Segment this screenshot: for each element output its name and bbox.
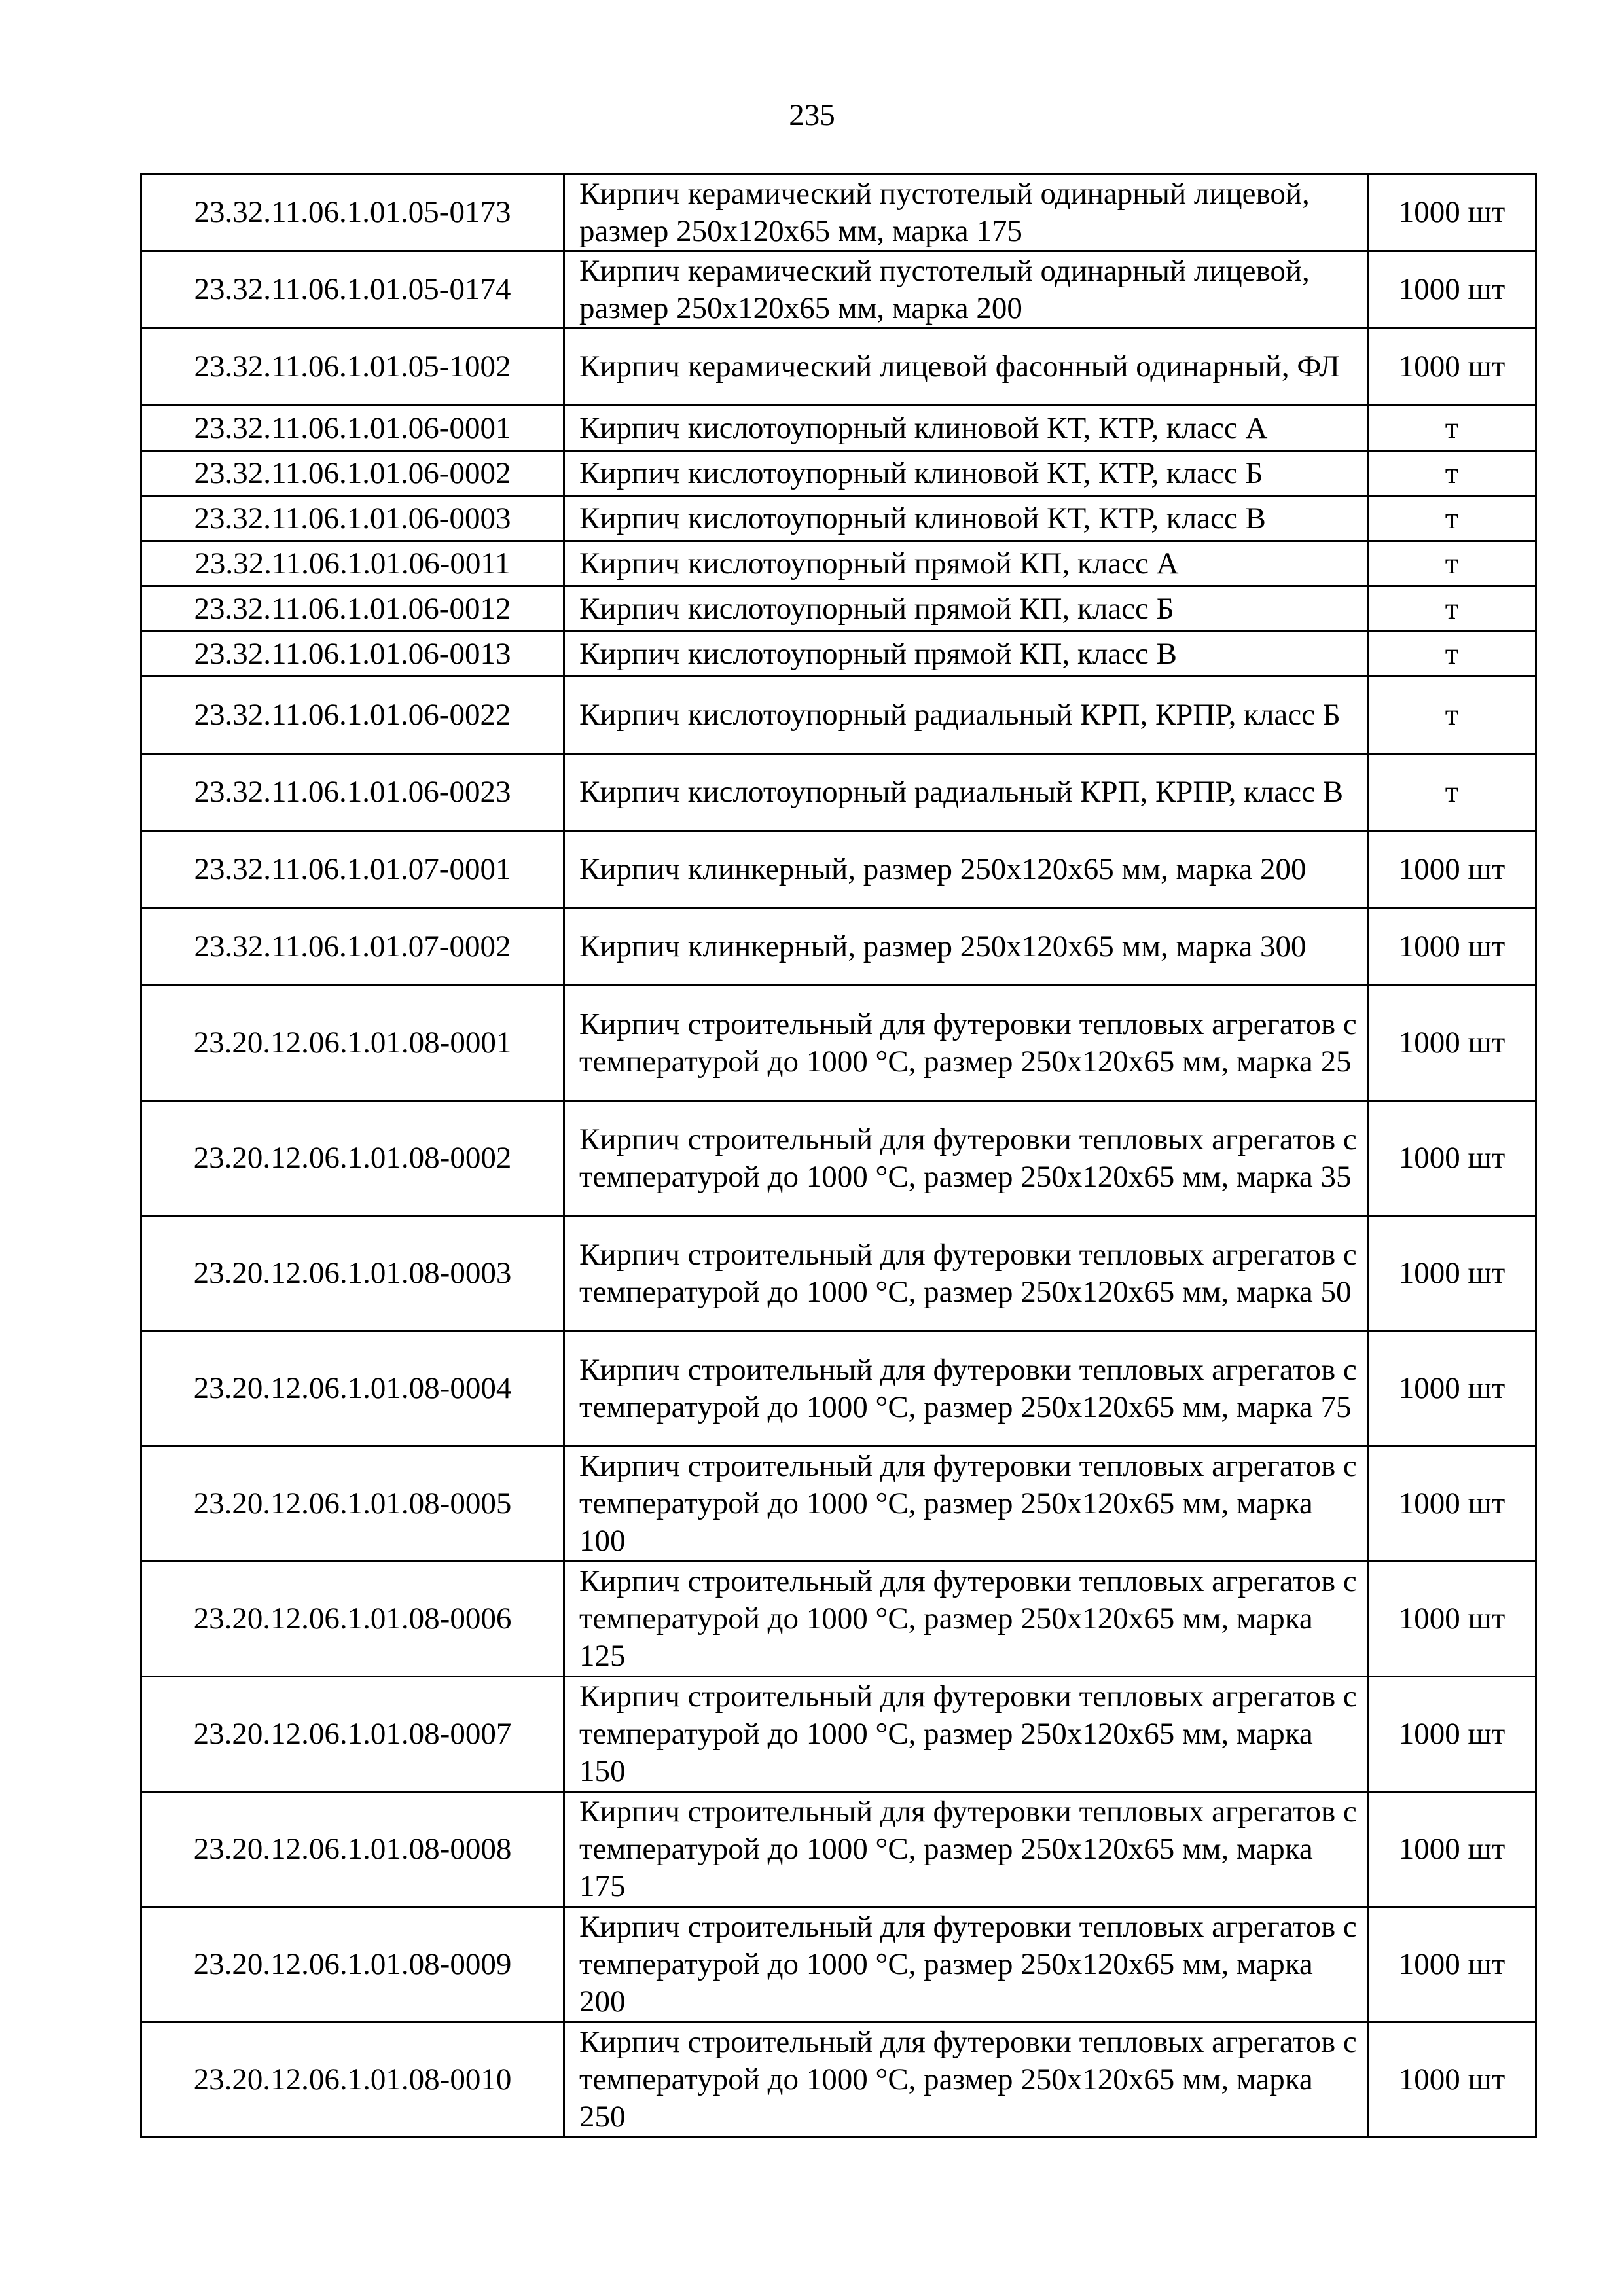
row-code: 23.32.11.06.1.01.05-0173	[141, 174, 564, 251]
table-row	[141, 1907, 1536, 2022]
table-row	[141, 541, 1536, 586]
table-row	[141, 831, 1536, 908]
row-name: Кирпич кислотоупорный прямой КП, класс Б	[564, 586, 1368, 632]
row-name: Кирпич строительный для футеровки тепловых агрегатов с температурой до 1000 °С, размер 250х120х65 мм, марка 200	[564, 1907, 1368, 2022]
row-unit: т	[1368, 541, 1536, 586]
table-row	[141, 1562, 1536, 1677]
table-row	[141, 496, 1536, 541]
materials-table	[140, 173, 1537, 2138]
row-unit: т	[1368, 496, 1536, 541]
row-unit: т	[1368, 406, 1536, 451]
row-code: 23.32.11.06.1.01.05-1002	[141, 329, 564, 406]
row-code: 23.32.11.06.1.01.05-0174	[141, 251, 564, 329]
row-unit: 1000 шт	[1368, 908, 1536, 986]
row-code: 23.32.11.06.1.01.06-0023	[141, 754, 564, 831]
row-name: Кирпич клинкерный, размер 250х120х65 мм, марка 300	[564, 908, 1368, 986]
table-row	[141, 677, 1536, 754]
row-code: 23.20.12.06.1.01.08-0006	[141, 1562, 564, 1677]
table-row	[141, 632, 1536, 677]
table-row	[141, 451, 1536, 496]
table-row	[141, 586, 1536, 632]
table-row	[141, 1792, 1536, 1907]
row-unit: 1000 шт	[1368, 986, 1536, 1101]
row-name: Кирпич строительный для футеровки тепловых агрегатов с температурой до 1000 °С, размер 250х120х65 мм, марка 250	[564, 2022, 1368, 2138]
table-row	[141, 1216, 1536, 1331]
row-unit: 1000 шт	[1368, 329, 1536, 406]
row-code: 23.32.11.06.1.01.06-0003	[141, 496, 564, 541]
row-name: Кирпич строительный для футеровки тепловых агрегатов с температурой до 1000 °С, размер 250х120х65 мм, марка 100	[564, 1446, 1368, 1562]
row-code: 23.20.12.06.1.01.08-0004	[141, 1331, 564, 1446]
table-row	[141, 1677, 1536, 1792]
row-name: Кирпич кислотоупорный клиновой КТ, КТР, класс Б	[564, 451, 1368, 496]
row-unit: 1000 шт	[1368, 1331, 1536, 1446]
row-unit: т	[1368, 632, 1536, 677]
table-row	[141, 174, 1536, 251]
row-name: Кирпич кислотоупорный прямой КП, класс В	[564, 632, 1368, 677]
table-row	[141, 1331, 1536, 1446]
row-code: 23.32.11.06.1.01.06-0012	[141, 586, 564, 632]
row-code: 23.20.12.06.1.01.08-0001	[141, 986, 564, 1101]
row-code: 23.32.11.06.1.01.06-0022	[141, 677, 564, 754]
table-row	[141, 986, 1536, 1101]
row-unit: 1000 шт	[1368, 1677, 1536, 1792]
row-name: Кирпич кислотоупорный клиновой КТ, КТР, класс А	[564, 406, 1368, 451]
row-unit: 1000 шт	[1368, 1907, 1536, 2022]
row-code: 23.20.12.06.1.01.08-0003	[141, 1216, 564, 1331]
row-name: Кирпич керамический пустотелый одинарный лицевой, размер 250х120х65 мм, марка 200	[564, 251, 1368, 329]
row-name: Кирпич строительный для футеровки тепловых агрегатов с температурой до 1000 °С, размер 250х120х65 мм, марка 25	[564, 986, 1368, 1101]
row-name: Кирпич кислотоупорный радиальный КРП, КРПР, класс В	[564, 754, 1368, 831]
row-name: Кирпич строительный для футеровки тепловых агрегатов с температурой до 1000 °С, размер 250х120х65 мм, марка 75	[564, 1331, 1368, 1446]
row-code: 23.20.12.06.1.01.08-0008	[141, 1792, 564, 1907]
table-row	[141, 251, 1536, 329]
row-unit: 1000 шт	[1368, 1101, 1536, 1216]
table-row	[141, 754, 1536, 831]
row-unit: т	[1368, 451, 1536, 496]
row-code: 23.32.11.06.1.01.06-0001	[141, 406, 564, 451]
row-code: 23.20.12.06.1.01.08-0007	[141, 1677, 564, 1792]
table-row	[141, 406, 1536, 451]
row-code: 23.20.12.06.1.01.08-0005	[141, 1446, 564, 1562]
row-unit: 1000 шт	[1368, 2022, 1536, 2138]
row-unit: 1000 шт	[1368, 251, 1536, 329]
row-name: Кирпич керамический лицевой фасонный одинарный, ФЛ	[564, 329, 1368, 406]
row-unit: 1000 шт	[1368, 174, 1536, 251]
row-code: 23.20.12.06.1.01.08-0002	[141, 1101, 564, 1216]
row-name: Кирпич клинкерный, размер 250х120х65 мм, марка 200	[564, 831, 1368, 908]
row-code: 23.32.11.06.1.01.07-0001	[141, 831, 564, 908]
table-row	[141, 1101, 1536, 1216]
row-name: Кирпич керамический пустотелый одинарный лицевой, размер 250х120х65 мм, марка 175	[564, 174, 1368, 251]
row-unit: т	[1368, 677, 1536, 754]
table-row	[141, 2022, 1536, 2138]
row-name: Кирпич строительный для футеровки тепловых агрегатов с температурой до 1000 °С, размер 250х120х65 мм, марка 35	[564, 1101, 1368, 1216]
row-unit: 1000 шт	[1368, 831, 1536, 908]
row-name: Кирпич строительный для футеровки тепловых агрегатов с температурой до 1000 °С, размер 250х120х65 мм, марка 125	[564, 1562, 1368, 1677]
row-name: Кирпич строительный для футеровки тепловых агрегатов с температурой до 1000 °С, размер 250х120х65 мм, марка 150	[564, 1677, 1368, 1792]
row-unit: 1000 шт	[1368, 1562, 1536, 1677]
row-code: 23.32.11.06.1.01.07-0002	[141, 908, 564, 986]
row-code: 23.20.12.06.1.01.08-0009	[141, 1907, 564, 2022]
row-unit: 1000 шт	[1368, 1216, 1536, 1331]
row-unit: т	[1368, 586, 1536, 632]
row-unit: 1000 шт	[1368, 1792, 1536, 1907]
row-code: 23.32.11.06.1.01.06-0011	[141, 541, 564, 586]
table-row	[141, 1446, 1536, 1562]
row-code: 23.20.12.06.1.01.08-0010	[141, 2022, 564, 2138]
row-unit: т	[1368, 754, 1536, 831]
row-name: Кирпич кислотоупорный клиновой КТ, КТР, класс В	[564, 496, 1368, 541]
row-name: Кирпич строительный для футеровки тепловых агрегатов с температурой до 1000 °С, размер 250х120х65 мм, марка 175	[564, 1792, 1368, 1907]
row-code: 23.32.11.06.1.01.06-0002	[141, 451, 564, 496]
row-name: Кирпич кислотоупорный прямой КП, класс А	[564, 541, 1368, 586]
table-row	[141, 908, 1536, 986]
row-code: 23.32.11.06.1.01.06-0013	[141, 632, 564, 677]
row-name: Кирпич строительный для футеровки тепловых агрегатов с температурой до 1000 °С, размер 250х120х65 мм, марка 50	[564, 1216, 1368, 1331]
page-number: 235	[789, 98, 835, 132]
row-unit: 1000 шт	[1368, 1446, 1536, 1562]
table-row	[141, 329, 1536, 406]
row-name: Кирпич кислотоупорный радиальный КРП, КРПР, класс Б	[564, 677, 1368, 754]
